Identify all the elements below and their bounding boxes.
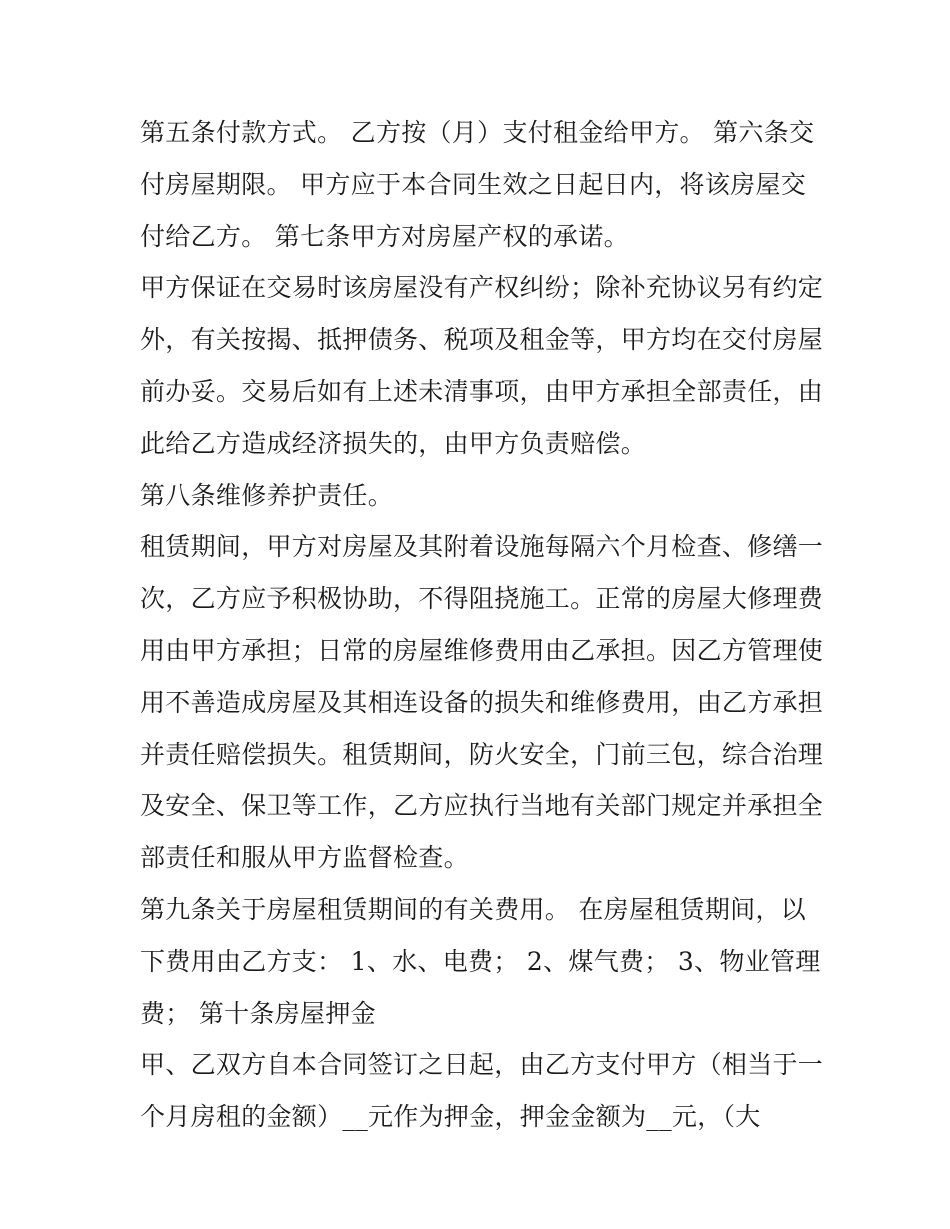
text-line: 个月房租的金额）__元作为押金，押金金额为__元，（大 xyxy=(140,1102,761,1132)
text-line: 下费用由乙方支： 1、水、电费； 2、煤气费； 3、物业管理 xyxy=(140,946,821,976)
text-line: 并责任赔偿损失。租赁期间，防火安全，门前三包，综合治理 xyxy=(140,739,824,769)
text-line: 次，乙方应予积极协助，不得阻挠施工。正常的房屋大修理费 xyxy=(140,584,824,614)
text-line: 部责任和服从甲方监督检查。 xyxy=(140,843,469,873)
text-line: 费； 第十条房屋押金 xyxy=(140,998,376,1028)
text-line: 此给乙方造成经济损失的，由甲方负责赔偿。 xyxy=(140,428,647,458)
document-body xyxy=(140,107,824,1143)
text-line: 及安全、保卫等工作，乙方应执行当地有关部门规定并承担全 xyxy=(140,791,824,821)
text-line: 前办妥。交易后如有上述未清事项，由甲方承担全部责任，由 xyxy=(140,376,824,406)
text-line: 甲、乙双方自本合同签订之日起，由乙方支付甲方（相当于一 xyxy=(140,1050,824,1080)
text-line: 付房屋期限。 甲方应于本合同生效之日起日内，将该房屋交 xyxy=(140,169,807,199)
text-line: 第九条关于房屋租赁期间的有关费用。 在房屋租赁期间，以 xyxy=(140,894,807,924)
text-line: 用不善造成房屋及其相连设备的损失和维修费用，由乙方承担 xyxy=(140,687,824,717)
text-line: 付给乙方。 第七条甲方对房屋产权的承诺。 xyxy=(140,221,629,251)
text-line: 外，有关按揭、抵押债务、税项及租金等，甲方均在交付房屋 xyxy=(140,325,824,355)
text-line: 甲方保证在交易时该房屋没有产权纠纷；除补充协议另有约定 xyxy=(140,273,824,303)
text-line: 第五条付款方式。 乙方按（月）支付租金给甲方。 第六条交 xyxy=(140,118,815,147)
text-line: 第八条维修养护责任。 xyxy=(140,480,394,510)
text-line: 租赁期间，甲方对房屋及其附着设施每隔六个月检查、修缮一 xyxy=(140,532,824,562)
text-line: 用由甲方承担；日常的房屋维修费用由乙承担。因乙方管理使 xyxy=(140,635,824,665)
